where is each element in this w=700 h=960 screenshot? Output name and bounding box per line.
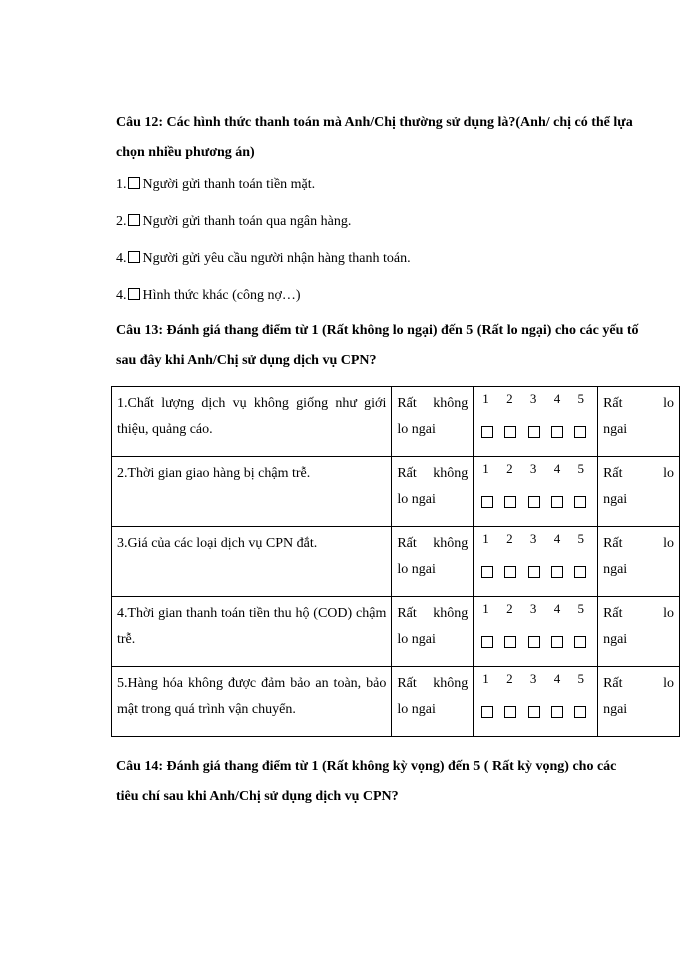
- scale-number-4: 4: [553, 601, 561, 616]
- scale-number-5: 5: [577, 391, 585, 406]
- item-text: 5.Hàng hóa không được đảm bảo an toàn, bảo mật trong quá trình vận chuyển.: [112, 667, 392, 737]
- high-word-3: ngai: [603, 562, 628, 577]
- high-word-3: ngai: [603, 492, 628, 507]
- high-word-1: Rất: [603, 466, 623, 481]
- high-word-2: lo: [663, 606, 674, 621]
- checkbox[interactable]: [128, 251, 140, 263]
- option-label: Người gửi thanh toán tiền mặt.: [142, 177, 316, 192]
- checkbox[interactable]: [128, 288, 140, 300]
- high-word-1: Rất: [603, 536, 623, 551]
- question-14-title: Câu 14: Đánh giá thang điểm từ 1 (Rất không kỳ vọng) đến 5 ( Rất kỳ vọng) cho các tiêu chí sau khi Anh/Chị sử dụng dịch vụ CPN?: [116, 759, 617, 804]
- low-word-3: lo ngai: [397, 562, 436, 577]
- checkbox[interactable]: [128, 214, 140, 226]
- low-word-3: lo ngai: [397, 702, 436, 717]
- rating-checkbox-4[interactable]: [551, 496, 563, 508]
- q12-option-2[interactable]: [116, 212, 351, 232]
- low-word-2: không: [433, 676, 469, 691]
- low-word-2: không: [433, 536, 469, 551]
- rating-checkbox-1[interactable]: [481, 706, 493, 718]
- rating-checkbox-3[interactable]: [528, 566, 540, 578]
- option-label: Hình thức khác (công nợ…): [142, 288, 301, 303]
- scale-cell: [474, 597, 598, 667]
- rating-checkbox-5[interactable]: [574, 496, 586, 508]
- low-word-3: lo ngai: [397, 632, 436, 647]
- rating-checkbox-2[interactable]: [504, 426, 516, 438]
- scale-number-4: 4: [553, 461, 561, 476]
- q12-option-3[interactable]: [116, 249, 411, 269]
- scale-number-3: 3: [529, 531, 537, 546]
- high-word-2: lo: [663, 676, 674, 691]
- scale-number-1: 1: [482, 671, 489, 686]
- rating-checkbox-5[interactable]: [574, 566, 586, 578]
- q13-rating-table: [111, 386, 680, 737]
- table-row: [112, 527, 680, 597]
- scale-number-2: 2: [506, 671, 513, 686]
- question-12-title: Câu 12: Các hình thức thanh toán mà Anh/Chị thường sử dụng là?(Anh/ chị có thể lựa chọn nhiều phương án): [116, 115, 633, 160]
- rating-checkbox-1[interactable]: [481, 496, 493, 508]
- scale-number-2: 2: [506, 531, 513, 546]
- high-label: [598, 387, 680, 457]
- high-word-2: lo: [663, 536, 674, 551]
- high-label: [598, 527, 680, 597]
- rating-checkbox-5[interactable]: [574, 706, 586, 718]
- high-word-1: Rất: [603, 676, 623, 691]
- option-label: Người gửi yêu cầu người nhận hàng thanh toán.: [142, 251, 411, 266]
- scale-number-1: 1: [482, 461, 489, 476]
- scale-number-2: 2: [506, 601, 513, 616]
- rating-checkbox-5[interactable]: [574, 636, 586, 648]
- scale-cell: [474, 667, 598, 737]
- checkbox[interactable]: [128, 177, 140, 189]
- high-word-2: lo: [663, 396, 674, 411]
- scale-number-2: 2: [506, 461, 513, 476]
- rating-checkbox-3[interactable]: [528, 636, 540, 648]
- scale-cell: [474, 527, 598, 597]
- scale-number-4: 4: [553, 391, 561, 406]
- low-word-1: Rất: [397, 606, 417, 621]
- high-word-2: lo: [663, 466, 674, 481]
- rating-checkbox-3[interactable]: [528, 426, 540, 438]
- q12-option-1[interactable]: [116, 175, 315, 195]
- rating-checkbox-2[interactable]: [504, 706, 516, 718]
- item-text: 3.Giá của các loại dịch vụ CPN đắt.: [112, 527, 392, 597]
- low-word-1: Rất: [397, 536, 417, 551]
- scale-number-1: 1: [482, 391, 489, 406]
- rating-checkbox-2[interactable]: [504, 636, 516, 648]
- rating-checkbox-2[interactable]: [504, 496, 516, 508]
- high-label: [598, 457, 680, 527]
- table-row: [112, 667, 680, 737]
- high-word-3: ngai: [603, 422, 628, 437]
- rating-checkbox-3[interactable]: [528, 706, 540, 718]
- rating-checkbox-1[interactable]: [481, 566, 493, 578]
- rating-checkbox-4[interactable]: [551, 426, 563, 438]
- scale-number-5: 5: [577, 601, 585, 616]
- rating-checkbox-5[interactable]: [574, 426, 586, 438]
- table-row: [112, 457, 680, 527]
- low-word-1: Rất: [397, 676, 417, 691]
- low-label: [392, 457, 474, 527]
- high-label: [598, 667, 680, 737]
- option-label: Người gửi thanh toán qua ngân hàng.: [142, 214, 352, 229]
- low-word-1: Rất: [397, 396, 417, 411]
- scale-number-3: 3: [529, 391, 537, 406]
- high-word-3: ngai: [603, 702, 628, 717]
- rating-checkbox-2[interactable]: [504, 566, 516, 578]
- rating-checkbox-4[interactable]: [551, 636, 563, 648]
- scale-number-3: 3: [529, 601, 537, 616]
- option-number: 2.: [116, 214, 127, 229]
- low-word-3: lo ngai: [397, 422, 436, 437]
- item-text: 2.Thời gian giao hàng bị chậm trễ.: [112, 457, 392, 527]
- item-text: 1.Chất lượng dịch vụ không giống như giới thiệu, quảng cáo.: [112, 387, 392, 457]
- scale-number-2: 2: [506, 391, 513, 406]
- high-label: [598, 597, 680, 667]
- low-word-2: không: [433, 396, 469, 411]
- scale-number-5: 5: [577, 461, 585, 476]
- high-word-1: Rất: [603, 606, 623, 621]
- scale-number-4: 4: [553, 531, 561, 546]
- option-number: 4.: [116, 251, 127, 266]
- table-row: [112, 597, 680, 667]
- scale-number-5: 5: [577, 671, 585, 686]
- scale-number-3: 3: [529, 671, 537, 686]
- low-word-2: không: [433, 606, 469, 621]
- scale-cell: [474, 387, 598, 457]
- rating-checkbox-1[interactable]: [481, 636, 493, 648]
- scale-number-4: 4: [553, 671, 561, 686]
- low-word-2: không: [433, 466, 469, 481]
- q12-option-4[interactable]: [116, 286, 301, 306]
- rating-checkbox-3[interactable]: [528, 496, 540, 508]
- low-label: [392, 527, 474, 597]
- table-row: [112, 387, 680, 457]
- low-label: [392, 387, 474, 457]
- option-number: 4.: [116, 288, 127, 303]
- question-13-title: Câu 13: Đánh giá thang điểm từ 1 (Rất không lo ngại) đến 5 (Rất lo ngại) cho các yếu tố sau đây khi Anh/Chị sử dụng dịch vụ CPN?: [116, 323, 639, 368]
- item-text: 4.Thời gian thanh toán tiền thu hộ (COD) chậm trễ.: [112, 597, 392, 667]
- scale-cell: [474, 457, 598, 527]
- scale-number-3: 3: [529, 461, 537, 476]
- low-label: [392, 667, 474, 737]
- high-word-1: Rất: [603, 396, 623, 411]
- low-word-1: Rất: [397, 466, 417, 481]
- rating-checkbox-4[interactable]: [551, 706, 563, 718]
- scale-number-1: 1: [482, 531, 489, 546]
- rating-checkbox-1[interactable]: [481, 426, 493, 438]
- rating-checkbox-4[interactable]: [551, 566, 563, 578]
- low-word-3: lo ngai: [397, 492, 436, 507]
- scale-number-1: 1: [482, 601, 489, 616]
- scale-number-5: 5: [577, 531, 585, 546]
- option-number: 1.: [116, 177, 127, 192]
- high-word-3: ngai: [603, 632, 628, 647]
- low-label: [392, 597, 474, 667]
